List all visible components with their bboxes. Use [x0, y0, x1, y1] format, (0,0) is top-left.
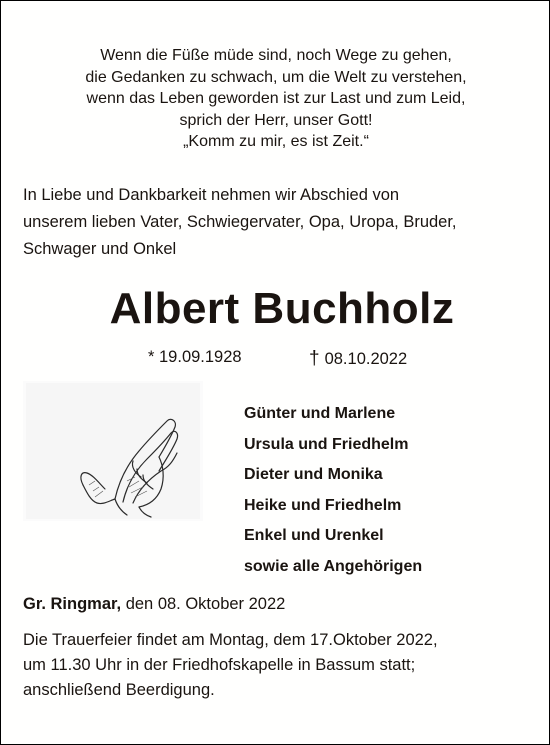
poem — [1, 45, 550, 153]
funeral-line: anschließend Beerdigung. — [23, 681, 215, 699]
mourner: Enkel und Urenkel — [244, 527, 384, 544]
farewell-line: unserem lieben Vater, Schwiegervater, Opa, Uropa, Bruder, — [23, 213, 457, 231]
farewell-text — [23, 182, 533, 263]
mourner: Dieter und Monika — [244, 466, 383, 483]
poem-line: „Komm zu mir, es ist Zeit.“ — [183, 133, 369, 150]
mourner: Günter und Marlene — [244, 405, 396, 422]
funeral-line: Die Trauerfeier findet am Montag, dem 17.Oktober 2022, — [23, 631, 438, 649]
mourner: Ursula und Friedhelm — [244, 435, 409, 453]
death-date: 08.10.2022 — [324, 350, 408, 368]
poem-line: die Gedanken zu schwach, um die Welt zu verstehen, — [85, 68, 467, 86]
poem-line: wenn das Leben geworden ist zur Last und zum Leid, — [86, 90, 466, 107]
cross-icon: † — [309, 348, 320, 369]
farewell-line: In Liebe und Dankbarkeit nehmen wir Abschied von — [23, 186, 400, 204]
poem-line: sprich der Herr, unser Gott! — [179, 111, 373, 129]
death-date-group — [309, 348, 407, 370]
mourners-list — [244, 399, 422, 582]
place-and-date — [23, 595, 285, 614]
notice-date: den 08. Oktober 2022 — [121, 595, 286, 613]
place-name: Gr. Ringmar, — [23, 595, 122, 613]
farewell-line: Schwager und Onkel — [23, 240, 177, 258]
poem-line: Wenn die Füße müde sind, noch Wege zu gehen, — [100, 47, 452, 64]
mourner: sowie alle Angehörigen — [244, 557, 423, 575]
funeral-info — [23, 628, 438, 703]
birth-date: * 19.09.1928 — [148, 348, 242, 366]
mourner: Heike und Friedhelm — [244, 496, 402, 514]
praying-hands-icon — [23, 381, 203, 521]
funeral-line: um 11.30 Uhr in der Friedhofskapelle in Bassum statt; — [23, 656, 416, 674]
deceased-name: Albert Buchholz — [109, 284, 455, 333]
